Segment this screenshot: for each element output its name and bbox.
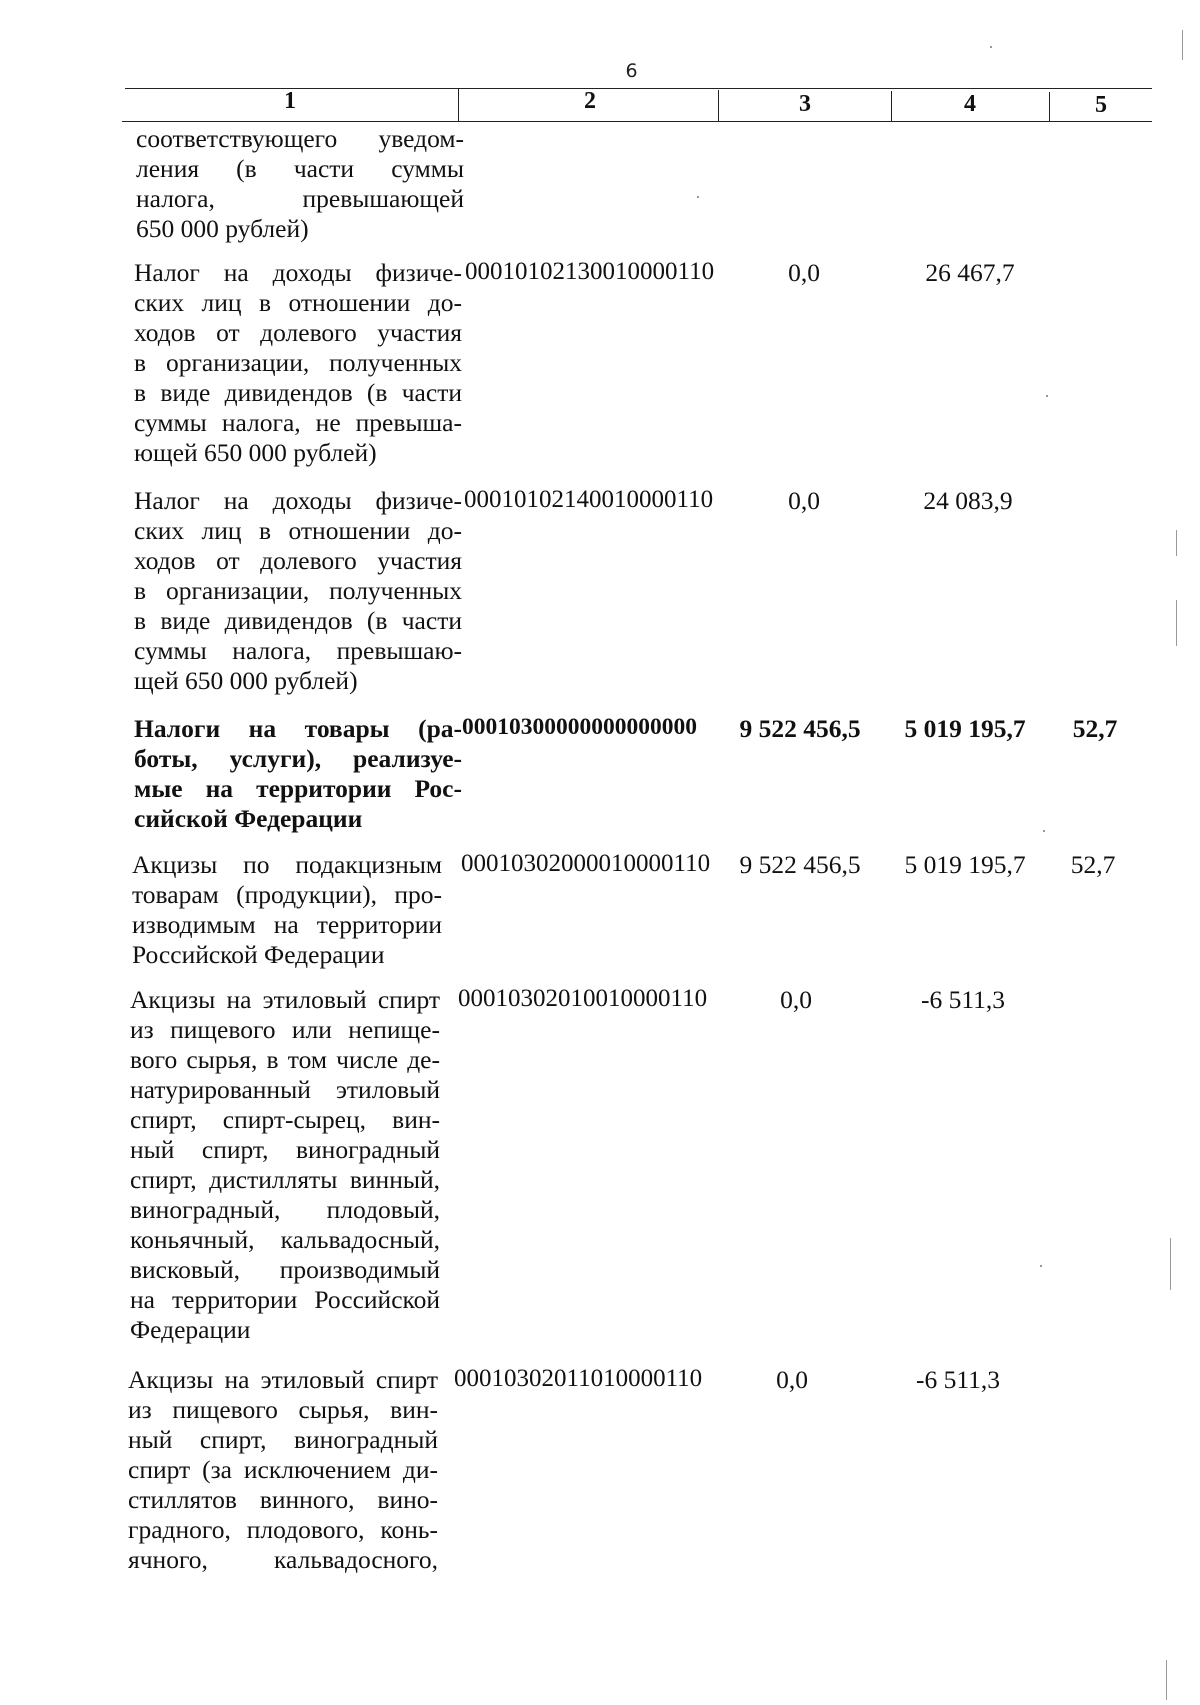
planned-value: 0,0 (776, 1365, 808, 1394)
row-description (128, 1365, 438, 1575)
row-description (136, 124, 464, 244)
description-line: из пищевого сырья, вин- (128, 1395, 438, 1424)
description-line: ских лиц в отношении до- (134, 516, 462, 545)
header-bottom-rule (122, 121, 1152, 122)
description-line: в организации, полученных (134, 348, 462, 377)
description-line: боты, услуги), реализуе- (134, 744, 462, 773)
description-line: ходов от долевого участия (134, 546, 462, 575)
budget-code: 00010102140010000110 (464, 486, 714, 513)
description-line: натурированный этиловый (130, 1075, 440, 1104)
description-line: щей 650 000 рублей) (134, 666, 358, 695)
planned-value: 9 522 456,5 (739, 714, 861, 743)
description-line: ления (в части суммы (136, 154, 464, 183)
planned-value: 9 522 456,5 (739, 850, 861, 879)
actual-value: -6 511,3 (915, 1365, 1001, 1394)
scan-speck (1046, 395, 1048, 397)
budget-code: 00010302000010000110 (461, 850, 711, 877)
actual-value: 24 083,9 (923, 486, 1013, 515)
description-line: Акцизы по подакцизным (132, 850, 442, 879)
description-line: спирт (за исключением ди- (128, 1455, 438, 1484)
description-line: вого сырья, в том числе де- (130, 1045, 440, 1074)
scan-edge-mark (1166, 1660, 1167, 1700)
percent-value: 52,7 (1070, 850, 1116, 879)
description-line: коньячный, кальвадосный, (130, 1225, 440, 1254)
description-line: сийской Федерации (134, 804, 363, 833)
description-line: товарам (продукции), про- (132, 880, 442, 909)
row-description (134, 258, 462, 468)
description-line: 650 000 рублей) (136, 214, 309, 243)
column-header-5: 5 (1095, 92, 1107, 118)
description-line: изводимым на территории (132, 910, 442, 939)
header-divider-4 (1049, 92, 1050, 121)
description-line: ющей 650 000 рублей) (134, 438, 377, 467)
description-line: Налоги на товары (ра- (134, 714, 462, 743)
scan-edge-mark (1176, 530, 1177, 556)
scan-speck (1043, 830, 1045, 832)
scan-speck (990, 46, 992, 48)
description-line: ный спирт, виноградный (130, 1135, 440, 1164)
budget-code: 00010102130010000110 (465, 258, 715, 285)
page-number: 6 (625, 60, 638, 82)
description-line: Налог на доходы физиче- (134, 258, 462, 287)
description-line: суммы налога, не превыша- (134, 408, 462, 437)
percent-value: 52,7 (1072, 714, 1118, 743)
description-line: на территории Российской (130, 1285, 440, 1314)
description-line: Налог на доходы физиче- (134, 486, 462, 515)
actual-value: 26 467,7 (925, 258, 1015, 287)
budget-code: 00010302010010000110 (458, 985, 708, 1012)
description-line: в виде дивидендов (в части (134, 378, 462, 407)
planned-value: 0,0 (788, 486, 820, 515)
column-header-2: 2 (584, 88, 596, 114)
description-line: в виде дивидендов (в части (134, 606, 462, 635)
description-line: ячного, кальвадосного, (128, 1545, 438, 1574)
description-line: суммы налога, превышаю- (134, 636, 462, 665)
column-header-1: 1 (284, 88, 296, 114)
description-line: ских лиц в отношении до- (134, 288, 462, 317)
row-description (130, 985, 440, 1345)
description-line: Акцизы на этиловый спирт (128, 1365, 438, 1394)
scan-edge-mark (1170, 1238, 1171, 1290)
actual-value: 5 019 195,7 (904, 714, 1026, 743)
budget-code: 00010302011010000110 (454, 1365, 703, 1392)
description-line: мые на территории Рос- (134, 774, 462, 803)
planned-value: 0,0 (788, 258, 820, 287)
scan-speck (1040, 1265, 1042, 1267)
description-line: в организации, полученных (134, 576, 462, 605)
header-divider-1 (458, 89, 459, 121)
row-description (134, 486, 462, 696)
description-line: ный спирт, виноградный (128, 1425, 438, 1454)
scan-speck (697, 196, 699, 198)
description-line: Российской Федерации (132, 940, 385, 969)
description-line: ходов от долевого участия (134, 318, 462, 347)
header-divider-3 (891, 91, 892, 121)
description-line: Акцизы на этиловый спирт (130, 985, 440, 1014)
row-description (132, 850, 442, 970)
budget-code: 00010300000000000000 (462, 714, 697, 740)
header-divider-2 (718, 90, 719, 121)
scan-edge-mark (1182, 30, 1183, 60)
scan-edge-mark (1176, 600, 1177, 646)
actual-value: -6 511,3 (920, 985, 1006, 1014)
description-line: спирт, спирт-сырец, вин- (130, 1105, 440, 1134)
column-header-3: 3 (799, 91, 811, 117)
description-line: спирт, дистилляты винный, (130, 1165, 440, 1194)
description-line: Федерации (130, 1315, 251, 1344)
row-description (134, 714, 462, 834)
column-header-4: 4 (964, 91, 976, 117)
description-line: виноградный, плодовый, (130, 1195, 440, 1224)
description-line: соответствующего уведом- (136, 124, 464, 153)
actual-value: 5 019 195,7 (904, 850, 1026, 879)
description-line: из пищевого или непище- (130, 1015, 440, 1044)
planned-value: 0,0 (780, 985, 812, 1014)
description-line: налога, превышающей (136, 184, 464, 213)
description-line: градного, плодового, конь- (128, 1515, 438, 1544)
description-line: стиллятов винного, вино- (128, 1485, 438, 1514)
description-line: висковый, производимый (130, 1255, 440, 1284)
